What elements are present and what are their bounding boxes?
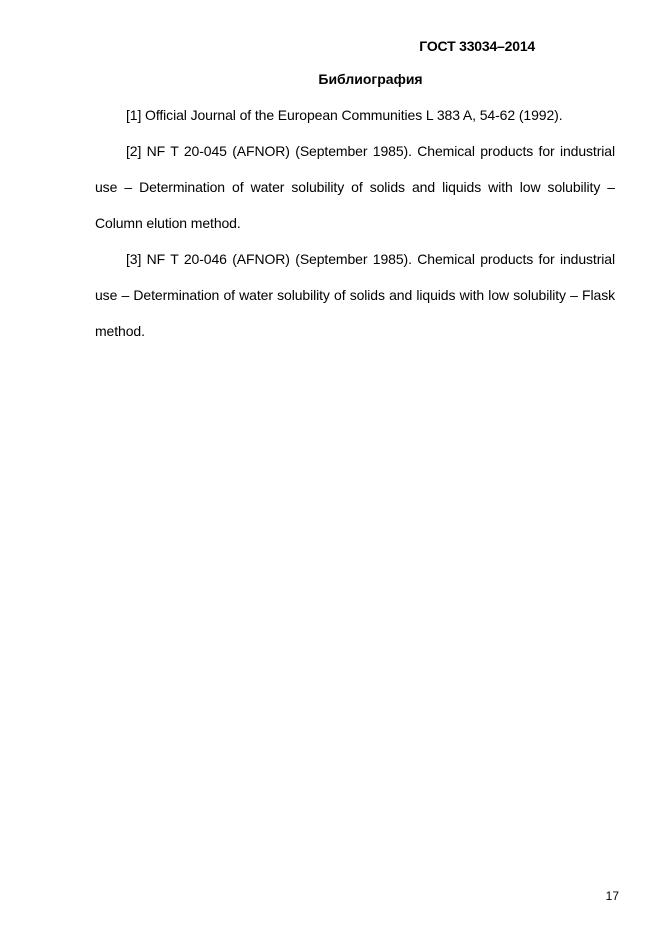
bibliography-list: [95, 97, 615, 349]
document-code: ГОСТ 33034–2014: [419, 38, 535, 54]
bibliography-entry: [2] NF T 20-045 (AFNOR) (September 1985). Chemical products for industrial use – Determination of water solubility of solids and liquids with low solubility – Column elution method.: [95, 143, 615, 231]
bibliography-entry: [1] Official Journal of the European Communities L 383 A, 54-62 (1992).: [126, 107, 563, 123]
bibliography-entry: [3] NF T 20-046 (AFNOR) (September 1985). Chemical products for industrial use – Determination of water solubility of solids and liquids with low solubility – Flask method.: [95, 251, 615, 339]
section-title: Библиография: [318, 71, 423, 87]
page-number: 17: [605, 889, 619, 903]
